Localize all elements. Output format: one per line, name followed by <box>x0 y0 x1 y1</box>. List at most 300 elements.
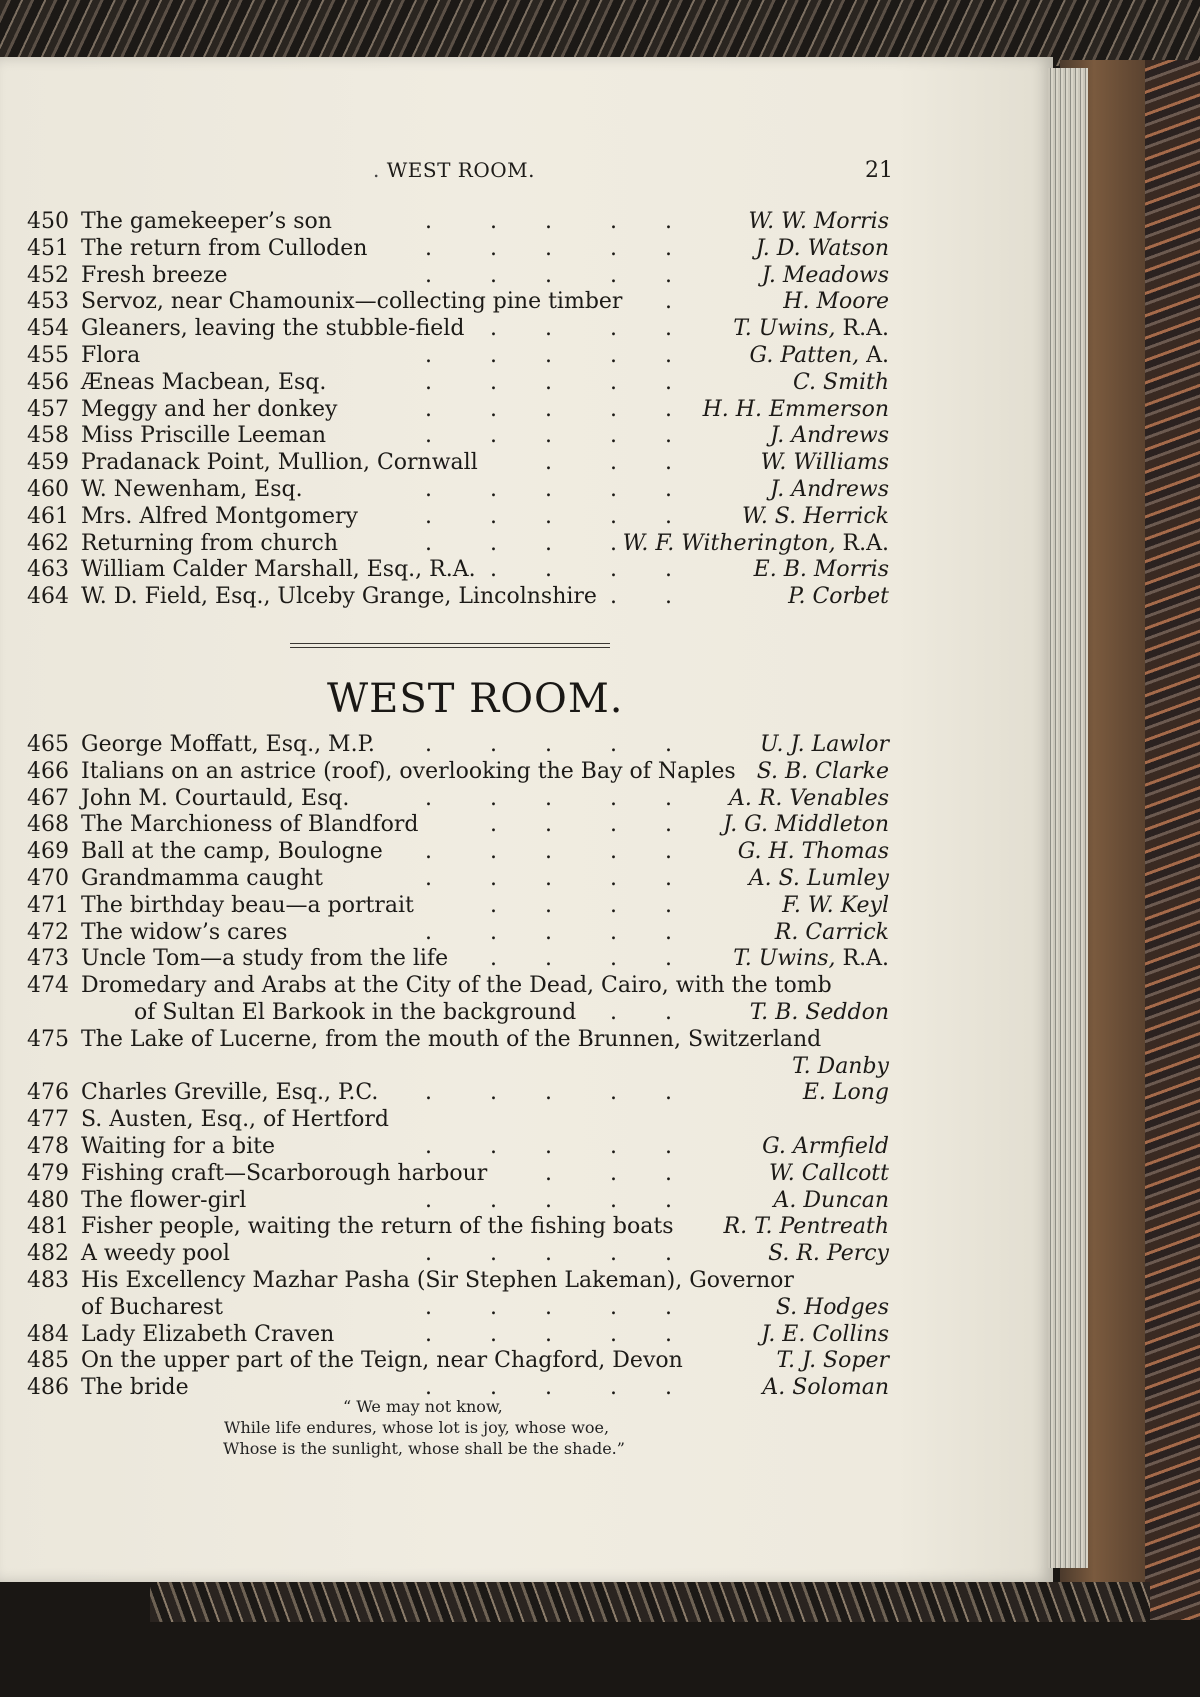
entry-artist <box>757 759 889 786</box>
leader-dot: . <box>665 1294 672 1320</box>
leader-dot: . <box>545 209 552 234</box>
leader-dot: . <box>610 423 617 449</box>
leader-dot: . <box>665 1133 672 1159</box>
leader-dot: . <box>545 892 552 918</box>
entry-artist <box>750 343 889 370</box>
entry-title: Fresh breeze <box>81 262 228 288</box>
leader-dot: . <box>425 503 432 529</box>
leader-dot: . <box>665 423 672 449</box>
leader-dot: . <box>610 1133 617 1159</box>
leader-dot: . <box>490 503 497 529</box>
leader-dot: . <box>490 209 497 234</box>
artist-name: H. Moore <box>783 289 889 315</box>
leader-dot: . <box>610 919 617 945</box>
leader-dot: . <box>490 342 497 368</box>
leader-dot: . <box>545 1160 552 1186</box>
leader-dot: . <box>610 1375 617 1401</box>
leader-dot: . <box>545 1321 552 1347</box>
entry-title: Returning from church <box>81 530 338 556</box>
entry-artist <box>756 236 889 263</box>
leader-dot: . <box>545 503 552 529</box>
leader-dot: . <box>610 369 617 395</box>
artist-name: H. H. Emmerson <box>702 396 889 422</box>
leader-dot: . <box>610 209 617 234</box>
leader-dot: . <box>490 1133 497 1159</box>
entry-title: The birthday beau—a portrait <box>81 892 414 918</box>
catalogue-entry <box>0 1241 900 1268</box>
artist-name: W. W. Morris <box>748 209 889 234</box>
leader-dot: . <box>665 369 672 395</box>
leader-dot: . <box>610 999 617 1025</box>
leader-dot: . <box>490 892 497 918</box>
catalogue-entry <box>0 1161 900 1188</box>
catalogue-entry <box>0 557 900 584</box>
entry-number: 474 <box>27 973 69 999</box>
entry-title: Miss Priscille Leeman <box>81 423 327 449</box>
artist-name: J. Andrews <box>770 423 889 449</box>
artist-name: U. J. Lawlor <box>760 732 889 757</box>
leader-dot: . <box>610 1160 617 1186</box>
artist-name: P. Corbet <box>788 584 889 610</box>
page-block-edge <box>1048 68 1088 1568</box>
entry-artist <box>774 1188 889 1215</box>
leader-dot: . <box>665 235 672 261</box>
leader-dot: . <box>545 865 552 891</box>
leader-dot: . <box>665 946 672 972</box>
leader-dot: . <box>665 919 672 945</box>
entry-number: 466 <box>27 758 69 784</box>
leader-dot: . <box>425 1321 432 1347</box>
running-head-title: . WEST ROOM. <box>373 158 535 182</box>
leader-dot: . <box>665 892 672 918</box>
leader-dot: . <box>610 892 617 918</box>
entry-title: William Calder Marshall, Esq., R.A. <box>81 557 476 583</box>
catalogue-entry <box>0 1348 900 1375</box>
entry-artist <box>803 1080 889 1107</box>
leader-dot: . <box>425 732 432 757</box>
catalogue-entry <box>0 1268 900 1295</box>
catalogue-entry <box>0 450 900 477</box>
entry-number: 476 <box>27 1080 69 1106</box>
leader-dot: . <box>490 557 497 583</box>
catalogue-entry <box>0 423 900 450</box>
leader-dot: . <box>425 342 432 368</box>
leader-dot: . <box>665 1160 672 1186</box>
leader-dot: . <box>545 530 552 556</box>
section-title: WEST ROOM. <box>327 676 624 722</box>
leader-dot: . <box>545 316 552 342</box>
catalogue-entry <box>0 920 900 947</box>
entry-number: 479 <box>27 1160 69 1186</box>
entry-number: 462 <box>27 530 69 556</box>
leader-dot: . <box>610 530 617 556</box>
leader-dot: . <box>545 423 552 449</box>
catalogue-entry <box>0 289 900 316</box>
leader-dot: . <box>425 369 432 395</box>
entry-artist <box>738 839 889 866</box>
leader-dot: . <box>545 557 552 583</box>
entry-number: 465 <box>27 732 69 757</box>
entry-artist <box>762 263 889 290</box>
entry-title: Charles Greville, Esq., P.C. <box>81 1080 379 1106</box>
artist-name: W. Callcott <box>768 1160 889 1186</box>
entry-title: The flower-girl <box>81 1187 247 1213</box>
entry-title: The Lake of Lucerne, from the mouth of the Brunnen, Switzerland <box>81 1026 822 1052</box>
leader-dot: . <box>425 919 432 945</box>
leader-dot: . <box>545 1133 552 1159</box>
leader-dot: . <box>490 946 497 972</box>
leader-dot: . <box>425 530 432 556</box>
entry-number: 456 <box>27 369 69 395</box>
entry-title: Uncle Tom—a study from the life <box>81 946 449 972</box>
leader-dot: . <box>490 919 497 945</box>
leader-dot: . <box>610 1294 617 1320</box>
leader-dot: . <box>425 209 432 234</box>
catalogue-entry <box>0 316 900 343</box>
leader-dot: . <box>610 235 617 261</box>
entry-title: The Marchioness of Blandford <box>81 812 419 838</box>
entry-artist <box>762 1375 889 1402</box>
entry-artist <box>769 1161 889 1188</box>
entry-title: Mrs. Alfred Montgomery <box>81 503 358 529</box>
leader-dot: . <box>490 839 497 865</box>
artist-name: F. W. Keyl <box>782 892 889 918</box>
catalogue-entry <box>0 397 900 424</box>
entry-title: On the upper part of the Teign, near Chagford, Devon <box>81 1348 683 1374</box>
leader-dot: . <box>610 1321 617 1347</box>
catalogue-entry <box>0 1080 900 1107</box>
marbled-endpaper-bottom <box>150 1582 1150 1622</box>
entry-number: 472 <box>27 919 69 945</box>
catalogue-entry <box>0 1295 900 1322</box>
leader-dot: . <box>610 865 617 891</box>
leader-dot: . <box>610 1080 617 1106</box>
entry-artist <box>782 893 889 920</box>
entry-title: S. Austen, Esq., of Hertford <box>81 1107 389 1133</box>
leader-dot: . <box>610 316 617 342</box>
entry-artist <box>729 786 889 813</box>
leader-dot: . <box>665 209 672 234</box>
entry-number: 481 <box>27 1214 69 1240</box>
verse-line: While life endures, whose lot is joy, whose woe, <box>224 1418 610 1437</box>
entry-number: 483 <box>27 1267 69 1293</box>
entry-number: 453 <box>27 289 69 315</box>
leader-dot: . <box>545 1187 552 1213</box>
leader-dot: . <box>545 1080 552 1106</box>
verse-line: “ We may not know, <box>343 1397 503 1416</box>
leader-dot: . <box>665 289 672 315</box>
leader-dot: . <box>545 946 552 972</box>
leader-dot: . <box>545 396 552 422</box>
leader-dot: . <box>665 732 672 757</box>
artist-name: J. E. Collins <box>761 1321 889 1347</box>
catalogue-entry <box>0 1214 900 1241</box>
leader-dot: . <box>610 262 617 288</box>
leader-dot: . <box>490 476 497 502</box>
leader-dot: . <box>490 785 497 811</box>
entry-title: of Sultan El Barkook in the background <box>134 999 577 1025</box>
entry-title: Gleaners, leaving the stubble-field <box>81 316 465 342</box>
entry-title: George Moffatt, Esq., M.P. <box>81 732 375 757</box>
entry-number: 484 <box>27 1321 69 1347</box>
catalogue-entry <box>0 786 900 813</box>
artist-name: T. Uwins, <box>733 946 836 972</box>
entry-title: The return from Culloden <box>81 235 368 261</box>
entry-artist <box>733 316 889 343</box>
entry-title: Ball at the camp, Boulogne <box>81 839 383 865</box>
leader-dot: . <box>665 865 672 891</box>
leader-dot: . <box>610 584 617 610</box>
entry-artist <box>768 1241 889 1268</box>
section-divider-rule <box>290 643 610 648</box>
leader-dot: . <box>425 1241 432 1267</box>
leader-dot: . <box>425 1294 432 1320</box>
leader-dot: . <box>665 262 672 288</box>
entry-number: 473 <box>27 946 69 972</box>
leader-dot: . <box>545 342 552 368</box>
leader-dot: . <box>425 1133 432 1159</box>
leader-dot: . <box>425 1080 432 1106</box>
running-header <box>0 158 900 188</box>
entry-artist <box>733 946 889 973</box>
entry-number: 469 <box>27 839 69 865</box>
artist-name: J. G. Middleton <box>723 812 889 838</box>
leader-dot: . <box>665 557 672 583</box>
artist-name: G. H. Thomas <box>737 839 889 865</box>
catalogue-entry <box>0 732 900 759</box>
leader-dot: . <box>545 839 552 865</box>
artist-name: T. Danby <box>792 1053 889 1079</box>
leader-dot: . <box>665 999 672 1025</box>
artist-suffix: R.A. <box>835 530 889 556</box>
artist-name: A. R. Venables <box>728 785 889 811</box>
entry-number: 471 <box>27 892 69 918</box>
entry-artist <box>703 397 889 424</box>
entry-title: Servoz, near Chamounix—collecting pine timber <box>81 289 623 315</box>
entry-artist <box>783 289 889 316</box>
catalogue-entry <box>0 531 900 558</box>
entry-artist <box>770 477 889 504</box>
leader-dot: . <box>665 1375 672 1401</box>
catalogue-entry <box>0 973 900 1000</box>
leader-dot: . <box>610 396 617 422</box>
entry-artist <box>762 1134 889 1161</box>
entry-number: 482 <box>27 1241 69 1267</box>
artist-name: T. B. Seddon <box>749 999 889 1025</box>
entry-number: 480 <box>27 1187 69 1213</box>
entry-number: 470 <box>27 865 69 891</box>
catalogue-entry <box>0 263 900 290</box>
leader-dot: . <box>425 235 432 261</box>
artist-name: J. D. Watson <box>755 235 889 261</box>
entry-artist <box>776 1295 889 1322</box>
leader-dot: . <box>545 919 552 945</box>
artist-suffix: R.A. <box>835 946 889 972</box>
leader-dot: . <box>665 839 672 865</box>
artist-name: T. J. Soper <box>776 1348 889 1374</box>
artist-name: R. T. Pentreath <box>723 1214 889 1240</box>
leader-dot: . <box>665 450 672 476</box>
leader-dot: . <box>610 476 617 502</box>
entry-number: 485 <box>27 1348 69 1374</box>
entry-title: A weedy pool <box>81 1241 230 1267</box>
page-number: 21 <box>865 158 893 183</box>
leader-dot: . <box>490 1241 497 1267</box>
artist-name: R. Carrick <box>774 919 889 945</box>
leader-dot: . <box>665 1321 672 1347</box>
artist-name: S. R. Percy <box>768 1241 889 1267</box>
entry-number: 463 <box>27 557 69 583</box>
leader-dot: . <box>545 450 552 476</box>
entry-number: 468 <box>27 812 69 838</box>
entry-artist <box>761 1322 889 1349</box>
entry-artist <box>793 370 889 397</box>
leader-dot: . <box>545 785 552 811</box>
catalogue-entry <box>0 1322 900 1349</box>
entry-title: Waiting for a bite <box>81 1133 275 1159</box>
catalogue-list-top <box>0 209 900 611</box>
catalogue-entry <box>0 1188 900 1215</box>
artist-name: E. Long <box>802 1080 889 1106</box>
verse-line: Whose is the sunlight, whose shall be the shade.” <box>223 1439 625 1458</box>
entry-title: Lady Elizabeth Craven <box>81 1321 335 1347</box>
entry-number: 455 <box>27 342 69 368</box>
entry-artist <box>761 450 889 477</box>
leader-dot: . <box>610 342 617 368</box>
leader-dot: . <box>490 732 497 757</box>
leader-dot: . <box>490 423 497 449</box>
leader-dot: . <box>545 369 552 395</box>
leader-dot: . <box>665 316 672 342</box>
leader-dot: . <box>490 530 497 556</box>
entry-number: 477 <box>27 1107 69 1133</box>
artist-name: A. Soloman <box>762 1375 889 1401</box>
entry-number: 460 <box>27 476 69 502</box>
catalogue-entry <box>0 343 900 370</box>
artist-suffix: R.A. <box>835 316 889 342</box>
catalogue-entry <box>0 1027 900 1054</box>
entry-artist <box>754 557 889 584</box>
leader-dot: . <box>665 1241 672 1267</box>
catalogue-entry <box>0 1000 900 1027</box>
leader-dot: . <box>545 1294 552 1320</box>
leader-dot: . <box>545 732 552 757</box>
entry-number: 461 <box>27 503 69 529</box>
entry-artist <box>623 531 889 558</box>
catalogue-entry <box>0 946 900 973</box>
entry-number: 454 <box>27 316 69 342</box>
catalogue-entry <box>0 477 900 504</box>
entry-title: The bride <box>81 1375 189 1401</box>
artist-name: J. Andrews <box>770 476 889 502</box>
leader-dot: . <box>610 785 617 811</box>
leader-dot: . <box>545 812 552 838</box>
entry-artist <box>748 209 889 236</box>
leader-dot: . <box>610 503 617 529</box>
entry-artist <box>760 732 889 759</box>
catalogue-entry <box>0 1134 900 1161</box>
entry-artist <box>724 1214 889 1241</box>
leader-dot: . <box>490 1321 497 1347</box>
entry-number: 451 <box>27 235 69 261</box>
leader-dot: . <box>490 1375 497 1401</box>
entry-title: of Bucharest <box>81 1294 223 1320</box>
entry-number: 457 <box>27 396 69 422</box>
marbled-endpaper-right <box>1145 60 1200 1620</box>
entry-title: Æneas Macbean, Esq. <box>81 369 327 395</box>
catalogue-entry <box>0 812 900 839</box>
leader-dot: . <box>490 1080 497 1106</box>
catalogue-entry <box>0 759 900 786</box>
leader-dot: . <box>665 396 672 422</box>
entry-title: His Excellency Mazhar Pasha (Sir Stephen Lakeman), Governor <box>81 1267 794 1293</box>
leader-dot: . <box>610 946 617 972</box>
leader-dot: . <box>490 865 497 891</box>
catalogue-entry <box>0 504 900 531</box>
leader-dot: . <box>425 476 432 502</box>
entry-title: W. D. Field, Esq., Ulceby Grange, Lincolnshire <box>81 584 597 610</box>
artist-name: E. B. Morris <box>753 557 889 583</box>
leader-dot: . <box>610 839 617 865</box>
artist-name: W. F. Witherington, <box>622 530 836 556</box>
entry-artist <box>723 812 889 839</box>
catalogue-entry <box>0 893 900 920</box>
entry-artist <box>749 866 889 893</box>
entry-artist <box>775 920 889 947</box>
entry-title: Italians on an astrice (roof), overlooking the Bay of Naples <box>81 758 736 784</box>
catalogue-entry <box>0 1107 900 1134</box>
artist-name: G. Patten, <box>749 342 860 368</box>
artist-name: W. S. Herrick <box>742 503 889 529</box>
artist-name: S. B. Clarke <box>756 758 889 784</box>
leader-dot: . <box>545 1375 552 1401</box>
leader-dot: . <box>425 839 432 865</box>
leader-dot: . <box>665 584 672 610</box>
entry-title: The widow’s cares <box>81 919 288 945</box>
entry-title: Pradanack Point, Mullion, Cornwall <box>81 450 478 476</box>
entry-title: Dromedary and Arabs at the City of the Dead, Cairo, with the tomb <box>81 973 832 999</box>
leader-dot: . <box>490 1294 497 1320</box>
entry-artist <box>777 1348 889 1375</box>
leader-dot: . <box>490 262 497 288</box>
leader-dot: . <box>610 450 617 476</box>
leader-dot: . <box>425 865 432 891</box>
leader-dot: . <box>610 557 617 583</box>
artist-name: J. Meadows <box>761 262 889 288</box>
leader-dot: . <box>490 812 497 838</box>
leader-dot: . <box>545 262 552 288</box>
catalogue-entry <box>0 370 900 397</box>
artist-suffix: A. <box>859 342 889 368</box>
entry-number: 467 <box>27 785 69 811</box>
leader-dot: . <box>545 476 552 502</box>
leader-dot: . <box>490 396 497 422</box>
entry-artist <box>788 584 889 611</box>
leader-dot: . <box>665 503 672 529</box>
leader-dot: . <box>425 396 432 422</box>
leader-dot: . <box>425 785 432 811</box>
catalogue-entry <box>0 1054 900 1081</box>
catalogue-entry <box>0 584 900 611</box>
leader-dot: . <box>490 369 497 395</box>
entry-number: 458 <box>27 423 69 449</box>
entry-title: Grandmamma caught <box>81 865 323 891</box>
entry-artist <box>742 504 889 531</box>
leader-dot: . <box>545 235 552 261</box>
artist-name: C. Smith <box>792 369 889 395</box>
entry-title: W. Newenham, Esq. <box>81 476 303 502</box>
leader-dot: . <box>425 1375 432 1401</box>
